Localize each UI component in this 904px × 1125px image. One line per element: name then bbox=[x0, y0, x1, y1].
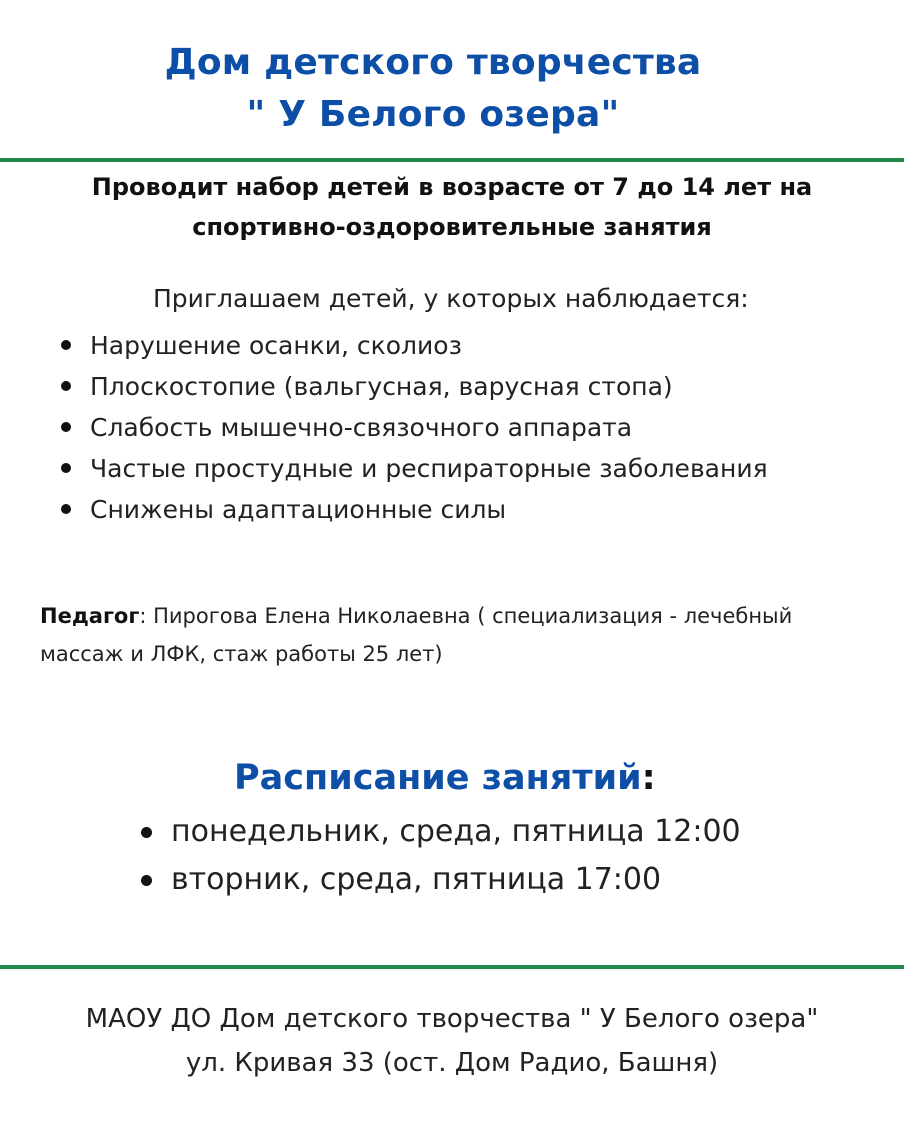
bullet-icon bbox=[61, 381, 71, 391]
teacher-details: : Пирогова Елена Николаевна ( специализация - лечебный массаж и ЛФК, стаж работы 25 лет) bbox=[40, 604, 793, 666]
teacher-info bbox=[40, 597, 840, 673]
bullet-icon bbox=[61, 504, 71, 514]
announcement-line-1: Проводит набор детей в возрасте от 7 до 14 лет на bbox=[91, 173, 813, 201]
list-item bbox=[58, 407, 768, 448]
footer-address: ул. Кривая 33 (ост. Дом Радио, Башня) bbox=[185, 1048, 719, 1078]
list-item-text: Слабость мышечно-связочного аппарата bbox=[90, 413, 633, 442]
list-item bbox=[58, 489, 768, 530]
bottom-divider bbox=[0, 965, 904, 969]
list-item bbox=[58, 366, 768, 407]
list-item bbox=[58, 448, 768, 489]
schedule-heading-colon: : bbox=[641, 758, 656, 798]
schedule-item bbox=[138, 856, 741, 904]
bullet-icon bbox=[61, 463, 71, 473]
teacher-label: Педагог bbox=[40, 604, 140, 628]
schedule-item-text: вторник, среда, пятница 17:00 bbox=[171, 862, 662, 897]
enrollment-announcement bbox=[0, 167, 904, 247]
list-item bbox=[58, 325, 768, 366]
bullet-icon bbox=[61, 340, 71, 350]
schedule-heading bbox=[234, 758, 656, 798]
symptoms-list bbox=[58, 325, 768, 530]
top-divider bbox=[0, 158, 904, 162]
schedule-item-text: понедельник, среда, пятница 12:00 bbox=[171, 814, 741, 849]
schedule-list bbox=[138, 808, 741, 904]
organization-title: Дом детского творчества bbox=[164, 42, 702, 83]
list-item-text: Плоскостопие (вальгусная, варусная стопа) bbox=[90, 372, 673, 401]
schedule-heading-text: Расписание занятий bbox=[234, 758, 642, 798]
announcement-line-2: спортивно-оздоровительные занятия bbox=[192, 213, 712, 241]
organization-subtitle: " У Белого озера" bbox=[246, 94, 620, 135]
footer-organization: МАОУ ДО Дом детского творчества " У Белого озера" bbox=[85, 1004, 819, 1034]
bullet-icon bbox=[141, 875, 152, 886]
schedule-item bbox=[138, 808, 741, 856]
bullet-icon bbox=[61, 422, 71, 432]
symptoms-intro: Приглашаем детей, у которых наблюдается: bbox=[153, 284, 749, 313]
list-item-text: Снижены адаптационные силы bbox=[90, 495, 507, 524]
bullet-icon bbox=[141, 827, 152, 838]
list-item-text: Нарушение осанки, сколиоз bbox=[90, 331, 462, 360]
list-item-text: Частые простудные и респираторные заболевания bbox=[90, 454, 768, 483]
